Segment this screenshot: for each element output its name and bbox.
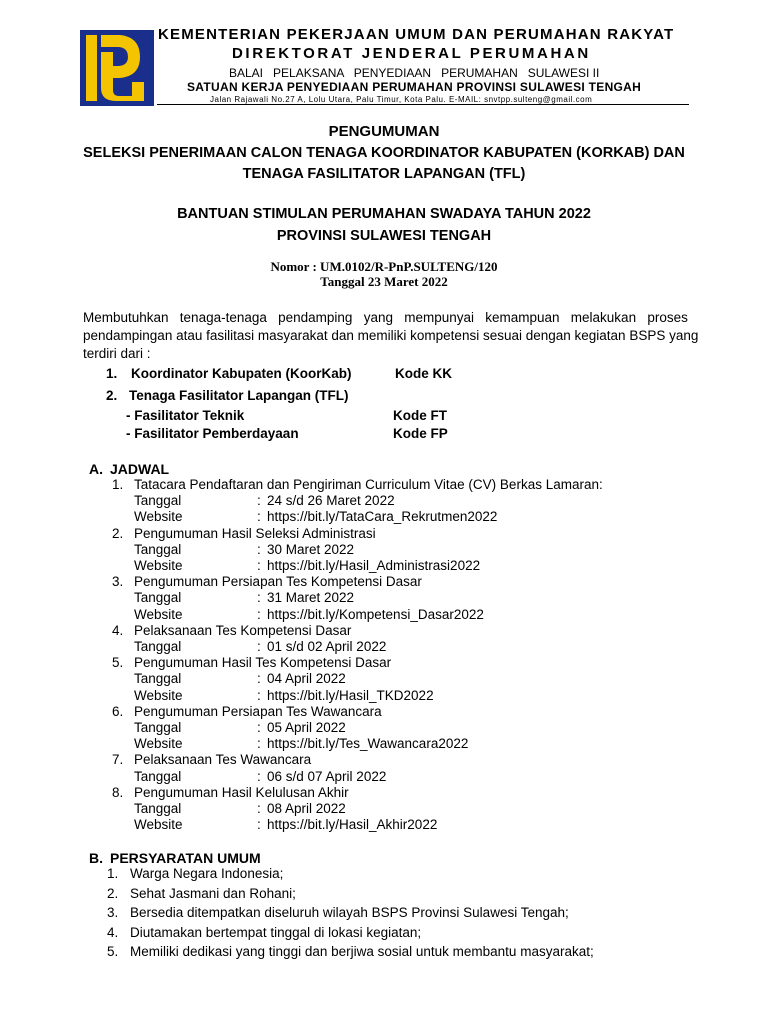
position-label: Tenaga Fasilitator Lapangan (TFL) <box>129 388 349 403</box>
schedule-item-title: Pengumuman Persiapan Tes Wawancara <box>134 703 382 719</box>
schedule-date: 24 s/d 26 Maret 2022 <box>267 493 395 509</box>
requirement-text: Diutamakan bertempat tinggal di lokasi kegiatan; <box>130 924 422 940</box>
schedule-item-number: 1. <box>112 477 124 492</box>
colon: : <box>257 493 261 509</box>
schedule-item-number: 3. <box>112 574 124 590</box>
selection-title-line1: SELEKSI PENERIMAAN CALON TENAGA KOORDINATOR KABUPATEN (KORKAB) DAN <box>83 145 685 161</box>
document-number: Nomor : UM.0102/R-PnP.SULTENG/120 <box>270 259 498 274</box>
colon: : <box>257 558 261 573</box>
requirement-text: Warga Negara Indonesia; <box>130 866 284 881</box>
colon: : <box>257 687 261 703</box>
schedule-item-number: 7. <box>112 752 124 768</box>
schedule-item-number: 2. <box>112 525 124 541</box>
schedule-date: 05 April 2022 <box>267 720 346 735</box>
colon: : <box>257 671 261 687</box>
website-label: Website <box>134 687 183 703</box>
intro-line: pendampingan atau fasilitasi masyarakat dan memiliki kompetensi sesuai dengan kegiatan BSPS yang <box>83 328 699 343</box>
tanggal-label: Tanggal <box>134 801 182 816</box>
schedule-date: 08 April 2022 <box>267 801 346 816</box>
position-label: Koordinator Kabupaten (KoorKab) <box>131 366 352 381</box>
schedule-item-title: Pengumuman Hasil Tes Kompetensi Dasar <box>134 655 392 671</box>
section-letter: A. <box>89 461 103 477</box>
colon: : <box>257 768 261 784</box>
requirement-text: Bersedia ditempatkan diseluruh wilayah BSPS Provinsi Sulawesi Tengah; <box>130 905 569 920</box>
colon: : <box>257 639 261 654</box>
position-number: 2. <box>106 388 118 403</box>
letterhead-rule <box>157 104 689 105</box>
directorate-name: DIREKTORAT JENDERAL PERUMAHAN <box>232 45 591 62</box>
schedule-date: 06 s/d 07 April 2022 <box>267 768 387 784</box>
website-label: Website <box>134 558 183 573</box>
schedule-date: 30 Maret 2022 <box>267 541 355 557</box>
schedule-item-number: 4. <box>112 622 124 638</box>
tanggal-label: Tanggal <box>134 493 182 509</box>
schedule-item-title: Pengumuman Hasil Kelulusan Akhir <box>134 784 349 800</box>
colon: : <box>257 801 261 816</box>
colon: : <box>257 720 261 735</box>
schedule-website-link[interactable]: https://bit.ly/TataCara_Rekrutmen2022 <box>267 509 498 525</box>
intro-line: Membutuhkan tenaga-tenaga pendamping yang mempunyai kemampuan melakukan proses <box>83 310 688 325</box>
schedule-website-link[interactable]: https://bit.ly/Kompetensi_Dasar2022 <box>267 606 484 622</box>
schedule-date: 31 Maret 2022 <box>267 590 355 606</box>
pengumuman-title: PENGUMUMAN <box>328 123 440 140</box>
position-code: Kode FT <box>393 408 447 423</box>
schedule-item-number: 5. <box>112 655 124 671</box>
colon: : <box>257 590 261 606</box>
position-code: Kode KK <box>395 366 452 381</box>
position-number: 1. <box>106 366 118 381</box>
website-label: Website <box>134 509 183 525</box>
colon: : <box>257 509 261 525</box>
requirement-number: 1. <box>107 866 119 881</box>
tanggal-label: Tanggal <box>134 768 182 784</box>
address-line: Jalan Rajawali No.27 A, Lolu Utara, Palu Timur, Kota Palu. E-MAIL: snvtpp.sulteng@gmail.com <box>210 95 593 104</box>
schedule-item-title: Tatacara Pendaftaran dan Pengiriman Curriculum Vitae (CV) Berkas Lamaran: <box>134 477 603 492</box>
website-label: Website <box>134 817 183 833</box>
document-date: Tanggal 23 Maret 2022 <box>320 274 448 289</box>
intro-line: terdiri dari : <box>83 346 151 361</box>
tanggal-label: Tanggal <box>134 720 182 735</box>
pupr-logo <box>80 30 154 106</box>
position-code: Kode FP <box>393 426 448 441</box>
colon: : <box>257 736 261 752</box>
tanggal-label: Tanggal <box>134 671 182 687</box>
schedule-website-link[interactable]: https://bit.ly/Hasil_TKD2022 <box>267 687 434 703</box>
requirement-number: 3. <box>107 905 119 920</box>
balai-name: BALAI PELAKSANA PENYEDIAAN PERUMAHAN SULAWESI II <box>229 66 600 80</box>
schedule-date: 04 April 2022 <box>267 671 346 687</box>
website-label: Website <box>134 606 183 622</box>
tanggal-label: Tanggal <box>134 541 182 557</box>
requirement-number: 4. <box>107 924 119 940</box>
requirement-text: Memiliki dedikasi yang tinggi dan berjiwa sosial untuk membantu masyarakat; <box>130 944 594 959</box>
requirement-text: Sehat Jasmani dan Rohani; <box>130 885 296 901</box>
colon: : <box>257 541 261 557</box>
tanggal-label: Tanggal <box>134 639 182 654</box>
schedule-item-title: Pengumuman Hasil Seleksi Administrasi <box>134 525 376 541</box>
schedule-date: 01 s/d 02 April 2022 <box>267 639 387 654</box>
schedule-item-title: Pelaksanaan Tes Kompetensi Dasar <box>134 622 352 638</box>
ministry-name: KEMENTERIAN PEKERJAAN UMUM DAN PERUMAHAN RAKYAT <box>158 26 675 43</box>
requirement-number: 2. <box>107 885 119 901</box>
section-letter: B. <box>89 850 103 866</box>
position-label: - Fasilitator Pemberdayaan <box>126 426 299 441</box>
program-title-line1: BANTUAN STIMULAN PERUMAHAN SWADAYA TAHUN 2022 <box>177 206 591 222</box>
schedule-website-link[interactable]: https://bit.ly/Hasil_Administrasi2022 <box>267 558 481 573</box>
colon: : <box>257 817 261 833</box>
selection-title-line2: TENAGA FASILITATOR LAPANGAN (TFL) <box>242 166 526 182</box>
schedule-website-link[interactable]: https://bit.ly/Hasil_Akhir2022 <box>267 817 438 833</box>
tanggal-label: Tanggal <box>134 590 182 606</box>
colon: : <box>257 606 261 622</box>
satker-name: SATUAN KERJA PENYEDIAAN PERUMAHAN PROVINSI SULAWESI TENGAH <box>187 80 642 94</box>
schedule-item-number: 8. <box>112 784 124 800</box>
schedule-item-title: Pelaksanaan Tes Wawancara <box>134 752 312 768</box>
requirement-number: 5. <box>107 944 119 959</box>
position-label: - Fasilitator Teknik <box>126 408 245 423</box>
schedule-item-number: 6. <box>112 703 124 719</box>
program-title-line2: PROVINSI SULAWESI TENGAH <box>276 228 492 244</box>
website-label: Website <box>134 736 183 752</box>
persyaratan-heading: PERSYARATAN UMUM <box>110 850 261 866</box>
schedule-website-link[interactable]: https://bit.ly/Tes_Wawancara2022 <box>267 736 469 752</box>
jadwal-heading: JADWAL <box>110 461 170 477</box>
schedule-item-title: Pengumuman Persiapan Tes Kompetensi Dasar <box>134 574 422 590</box>
